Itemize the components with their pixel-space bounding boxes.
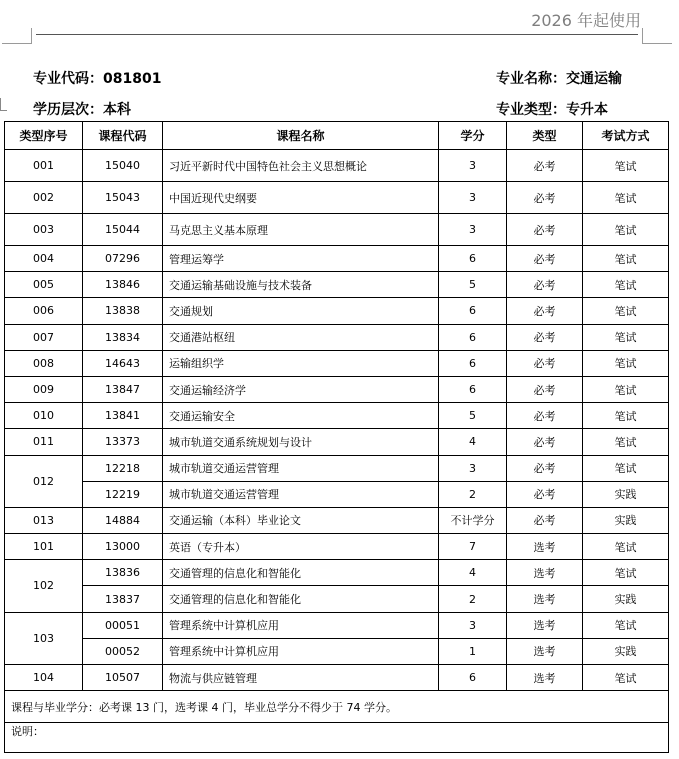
cell-name: 交通运输安全	[163, 403, 439, 429]
cell-exam: 笔试	[583, 150, 669, 182]
cell-name: 城市轨道交通系统规划与设计	[163, 429, 439, 455]
column-header-type: 类型	[507, 122, 583, 150]
cell-credit: 6	[439, 350, 507, 376]
cell-seq: 101	[5, 534, 83, 560]
column-header-exam: 考试方式	[583, 122, 669, 150]
cell-exam: 笔试	[583, 429, 669, 455]
cell-seq: 012	[5, 455, 83, 507]
cell-exam: 笔试	[583, 324, 669, 350]
cell-code: 13000	[83, 534, 163, 560]
table-row	[5, 481, 669, 507]
cell-seq: 001	[5, 150, 83, 182]
cell-seq: 002	[5, 182, 83, 214]
notes-label: 说明：	[5, 723, 669, 753]
table-header-row	[5, 122, 669, 150]
cell-credit: 3	[439, 150, 507, 182]
cell-code: 13834	[83, 324, 163, 350]
cell-code: 13847	[83, 376, 163, 402]
cell-type: 必考	[507, 403, 583, 429]
table-row	[5, 638, 669, 664]
graduation-credit-summary: 课程与毕业学分：必考课 13 门，选考课 4 门，毕业总学分不得少于 74 学分。	[5, 691, 669, 723]
table-row	[5, 246, 669, 272]
page-corner-mark-top-right	[641, 28, 643, 44]
cell-code: 13846	[83, 272, 163, 298]
header-rule	[36, 34, 638, 35]
cell-seq: 104	[5, 665, 83, 691]
cell-type: 必考	[507, 429, 583, 455]
cell-name: 城市轨道交通运营管理	[163, 481, 439, 507]
margin-mark-left	[0, 98, 7, 111]
column-header-credit: 学分	[439, 122, 507, 150]
column-header-name: 课程名称	[163, 122, 439, 150]
cell-exam: 实践	[583, 638, 669, 664]
table-row	[5, 272, 669, 298]
cell-type: 必考	[507, 481, 583, 507]
cell-type: 必考	[507, 298, 583, 324]
cell-code: 13373	[83, 429, 163, 455]
cell-name: 交通管理的信息化和智能化	[163, 586, 439, 612]
cell-credit: 3	[439, 455, 507, 481]
table-row	[5, 150, 669, 182]
table-row	[5, 612, 669, 638]
cell-exam: 笔试	[583, 560, 669, 586]
cell-credit: 7	[439, 534, 507, 560]
page-corner-mark-top-left	[30, 28, 32, 44]
cell-seq: 006	[5, 298, 83, 324]
cell-type: 选考	[507, 534, 583, 560]
table-row	[5, 298, 669, 324]
cell-type: 选考	[507, 560, 583, 586]
cell-exam: 实践	[583, 507, 669, 533]
cell-code: 13838	[83, 298, 163, 324]
cell-code: 00052	[83, 638, 163, 664]
table-row	[5, 350, 669, 376]
cell-seq: 011	[5, 429, 83, 455]
cell-credit: 1	[439, 638, 507, 664]
cell-type: 必考	[507, 350, 583, 376]
cell-name: 运输组织学	[163, 350, 439, 376]
cell-code: 13841	[83, 403, 163, 429]
cell-name: 管理系统中计算机应用	[163, 638, 439, 664]
cell-seq: 102	[5, 560, 83, 612]
cell-credit: 6	[439, 324, 507, 350]
cell-credit: 3	[439, 214, 507, 246]
cell-credit: 不计学分	[439, 507, 507, 533]
cell-type: 必考	[507, 455, 583, 481]
cell-credit: 2	[439, 586, 507, 612]
cell-seq: 008	[5, 350, 83, 376]
table-row	[5, 214, 669, 246]
cell-name: 交通运输（本科）毕业论文	[163, 507, 439, 533]
table-row	[5, 324, 669, 350]
cell-credit: 6	[439, 376, 507, 402]
cell-code: 00051	[83, 612, 163, 638]
cell-name: 管理运筹学	[163, 246, 439, 272]
major-type: 专业类型：专升本	[496, 102, 608, 118]
cell-name: 物流与供应链管理	[163, 665, 439, 691]
cell-name: 习近平新时代中国特色社会主义思想概论	[163, 150, 439, 182]
cell-credit: 3	[439, 182, 507, 214]
cell-exam: 笔试	[583, 376, 669, 402]
cell-code: 13836	[83, 560, 163, 586]
cell-code: 10507	[83, 665, 163, 691]
cell-credit: 3	[439, 612, 507, 638]
cell-code: 15043	[83, 182, 163, 214]
cell-type: 必考	[507, 272, 583, 298]
cell-exam: 笔试	[583, 403, 669, 429]
table-row	[5, 182, 669, 214]
cell-type: 必考	[507, 376, 583, 402]
cell-credit: 5	[439, 272, 507, 298]
cell-seq: 013	[5, 507, 83, 533]
cell-exam: 笔试	[583, 182, 669, 214]
cell-seq: 005	[5, 272, 83, 298]
table-row	[5, 455, 669, 481]
cell-name: 交通规划	[163, 298, 439, 324]
cell-code: 14643	[83, 350, 163, 376]
cell-exam: 笔试	[583, 272, 669, 298]
cell-credit: 6	[439, 665, 507, 691]
major-code: 专业代码：081801	[33, 71, 162, 87]
cell-credit: 2	[439, 481, 507, 507]
cell-name: 交通运输基础设施与技术装备	[163, 272, 439, 298]
cell-credit: 4	[439, 560, 507, 586]
cell-exam: 笔试	[583, 455, 669, 481]
cell-type: 必考	[507, 246, 583, 272]
cell-exam: 实践	[583, 481, 669, 507]
cell-name: 马克思主义基本原理	[163, 214, 439, 246]
education-level: 学历层次：本科	[33, 102, 131, 118]
cell-name: 英语（专升本）	[163, 534, 439, 560]
cell-type: 选考	[507, 586, 583, 612]
major-name: 专业名称：交通运输	[496, 71, 622, 87]
cell-seq: 010	[5, 403, 83, 429]
cell-credit: 4	[439, 429, 507, 455]
cell-seq: 103	[5, 612, 83, 664]
cell-exam: 笔试	[583, 350, 669, 376]
table-row	[5, 376, 669, 402]
cell-type: 选考	[507, 638, 583, 664]
table-row	[5, 403, 669, 429]
cell-code: 15044	[83, 214, 163, 246]
cell-code: 07296	[83, 246, 163, 272]
cell-exam: 笔试	[583, 665, 669, 691]
cell-type: 必考	[507, 324, 583, 350]
cell-type: 必考	[507, 507, 583, 533]
cell-name: 中国近现代史纲要	[163, 182, 439, 214]
cell-exam: 笔试	[583, 298, 669, 324]
cell-exam: 笔试	[583, 246, 669, 272]
notes-row	[5, 723, 669, 753]
cell-code: 13837	[83, 586, 163, 612]
cell-type: 必考	[507, 150, 583, 182]
cell-exam: 笔试	[583, 612, 669, 638]
course-table	[4, 121, 669, 753]
cell-type: 必考	[507, 182, 583, 214]
cell-code: 12219	[83, 481, 163, 507]
cell-name: 交通管理的信息化和智能化	[163, 560, 439, 586]
page-corner-mark-top-right-h	[642, 43, 672, 45]
cell-exam: 笔试	[583, 534, 669, 560]
document-header-text: 2026 年起使用	[531, 11, 641, 30]
cell-credit: 6	[439, 298, 507, 324]
cell-code: 15040	[83, 150, 163, 182]
table-row	[5, 665, 669, 691]
cell-type: 必考	[507, 214, 583, 246]
cell-code: 12218	[83, 455, 163, 481]
table-row	[5, 586, 669, 612]
cell-credit: 5	[439, 403, 507, 429]
cell-name: 交通运输经济学	[163, 376, 439, 402]
column-header-code: 课程代码	[83, 122, 163, 150]
table-row	[5, 429, 669, 455]
summary-row	[5, 691, 669, 723]
table-row	[5, 507, 669, 533]
cell-seq: 003	[5, 214, 83, 246]
cell-code: 14884	[83, 507, 163, 533]
cell-seq: 004	[5, 246, 83, 272]
column-header-seq: 类型序号	[5, 122, 83, 150]
cell-name: 管理系统中计算机应用	[163, 612, 439, 638]
cell-type: 选考	[507, 612, 583, 638]
cell-name: 城市轨道交通运营管理	[163, 455, 439, 481]
cell-seq: 009	[5, 376, 83, 402]
cell-seq: 007	[5, 324, 83, 350]
table-row	[5, 534, 669, 560]
cell-exam: 实践	[583, 586, 669, 612]
cell-name: 交通港站枢纽	[163, 324, 439, 350]
cell-type: 选考	[507, 665, 583, 691]
table-row	[5, 560, 669, 586]
page-corner-mark-top-left-h	[2, 43, 31, 45]
cell-exam: 笔试	[583, 214, 669, 246]
cell-credit: 6	[439, 246, 507, 272]
